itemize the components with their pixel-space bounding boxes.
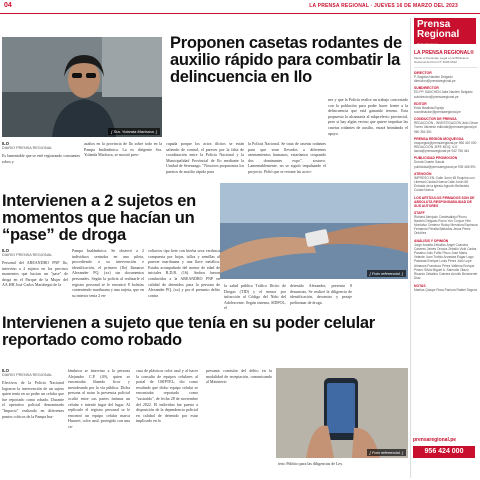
phone-in-hand-image (276, 368, 408, 458)
logo-text: Prensa Regional (417, 19, 460, 40)
credit-text: Maritza Quispe Rosa Paniura Rafael Segura (414, 287, 477, 292)
phone-banner: 956 424 000 (413, 446, 475, 458)
masthead-name: LA PRENSA REGIONAL® (414, 50, 474, 56)
credit-heading: LOS ARTÍCULOS FIRMADOS SON DE ABSOLUTA RESPONSABILIDAD DE SUS AUTORES (414, 195, 475, 208)
article2-col3 (148, 248, 220, 298)
article3-caption: [ Foto referencial. ] (367, 449, 406, 456)
article3-col1 (2, 368, 64, 419)
article2-text-5: detenido Alexander, presenta 8 denuncias. Se realizó la diligencia de identificación, decomiso y pesaje preliminar de droga. (290, 283, 352, 305)
credit-text: Dorota Duarte Garcia publicidad@prensaregional.pe 939 466 991 (414, 160, 476, 169)
masthead-sidebar (410, 18, 478, 478)
page-header (0, 0, 480, 14)
credit-heading: STAFF (414, 210, 425, 215)
credit-heading: ATENCIÓN (414, 171, 432, 176)
article1-text-5: nes y que la Policía realice un trabajo concertado con la población para poder hacer frente a la delincuencia que está ganando terreno. Esta propuesta la alcanzaría al subprefecto provincial, pero si hay algún vecino que quiere impulsar las casetas rodantes de auxilio, estará brindando el apoyo. (328, 97, 408, 136)
masthead-legal: Medio el Decanato Legal en la Biblioteca Nacional del Perú Nº 2006-5532 (414, 56, 469, 64)
hands-exchange-image (220, 183, 408, 279)
article2-byline: ILO (2, 248, 9, 253)
article1-text-3: cupada porque los actos ilícitos se están saliendo de control, el parecer por la falta de coordinación entre la Policía Nacional y la Municipalidad Provincial de Ilo mediante la Unidad de Serenazgo. "Nosotros propusimos los puestos de auxilio rápido para (166, 141, 244, 174)
article3-col3 (136, 368, 198, 424)
article1-text-2: asaltos en la provincia de Ilo sobre todo en la Pampa Inalámbrica. La ex dirigente Sra. Yolanda Machaca, se mostró preo- (84, 141, 162, 158)
article2-headline: Intervienen a 2 sujetos en momentos que hacían un “pase” de droga (2, 192, 196, 244)
article2-col2 (72, 248, 144, 298)
article2-col5 (290, 283, 352, 305)
credit-heading: PRENSA REGIÓN MOQUEGUA (414, 136, 464, 141)
article3-byline: ILO (2, 368, 9, 373)
article3-photo (276, 368, 408, 458)
credit-text: ED.PP. SANCHEN Jaira Naclein Delgado subdirector@prensaregional.pe (414, 90, 473, 99)
article1-col4 (248, 141, 326, 175)
article1-col2 (84, 141, 162, 158)
article3-headline: Intervienen a sujeto que tenía en su poder celular reportado como robado (2, 314, 375, 349)
article3-text-4: presunta comisión del delito en la modalidad de receptación, comunicando al Ministerio (206, 368, 272, 385)
credit-text: Erick Bautista Espejo coordinacion@prensaregional.pe (414, 105, 461, 115)
running-header: LA PRENSA REGIONAL · JUEVES 16 DE MARZO DEL 2023 (309, 3, 458, 9)
divider (414, 67, 478, 68)
article2-col4 (224, 283, 286, 311)
article3-col4 (206, 368, 272, 385)
article2-caption: [ Foto referencial. ] (367, 270, 406, 277)
article1-col3 (166, 141, 244, 175)
article2-byline-outlet: DIARIO PRENSA REGIONAL (2, 253, 53, 257)
woman-portrait-image (2, 37, 162, 137)
credit-text: Jorge Arcatta Zeballos Ángel Ccaccha Cáceres James Orcaos Zeballo Vicki Cadas Panaisu Julio Fuñiz Pinzo Jose Maria Velarde Juan Toribio Arvastea Edgar Lago Pawaraa Enrique Louis Pérez Julio Lupe Almanza Francisco Pérez Valleros Enrique Pinero Silvia Miguel A. Samudio Otazú Ricardo Zeballos Cabrera Arnulfo Benavente Díaz (414, 242, 478, 281)
main-content (0, 15, 408, 480)
article3-text-1: Efectivos de la Policía Nacional lograron la intervención de un sujeto quien tenía en su poder un celular que fue reportado como robado. Durante el operativo policial denominado "Impacto" realizado en diferentes puntos críticos de la Pampa Ina- (2, 380, 64, 419)
credit-text: REDACCIÓN - INVESTIGACIÓN Julio César Torres Valverde editorial@prensaregional.pe 960 354 351 (414, 121, 478, 134)
credit-heading: CONDUCTOR DE PRENSA (414, 117, 457, 122)
article2-col1 (2, 248, 68, 288)
credit-text: Richard Alexjudo Carabvaliaju Pihuru Naclein Delgado Rocío Yon Corpuz Yimi Montalvo Centeno Rocky Mendoza Espinoza Fernando Peralta Bañados Jesús Pérez Ordóñez (414, 214, 478, 236)
article1-col1 (2, 141, 80, 164)
credit-text: IMPRESO EN: Calle Junín 65 Esquina con Libertad Ciudad Nueva Calle Junín 68 Entrada de la iglesia Agustín Bellavista Cudad Nueva (414, 175, 475, 193)
article3-text-5: terio Público para las diligencias de Ley. (278, 461, 343, 466)
credit-heading: NOTAS (414, 283, 426, 288)
newspaper-logo (414, 18, 476, 44)
credit-heading: SUBDIRECTOR (414, 86, 439, 91)
website-label: prensaregional.pe (413, 437, 457, 443)
article2-photo (220, 183, 408, 279)
article1-text-4: la Policía Nacional. Se trata de casetas rodantes para que sean llevados a diferentes asentamientos humanos, estaríamos ocupando dos dominantes expo", sostuvo. Lamentablemente, no se siguió impulsando el proyecto. Pidió que se retome las accio- (248, 141, 326, 174)
article2-text-3: voltorios tipo kete con hierba seca verdusca compuesta por hojas, tallos y semillas al parecer marihuana y una llave metálica. Estaba acompañado del menor de edad de iniciales R.D.B. (16). Ambos fueron conducidos a la AREANDRO PNP en calidad de detenidos para la persona de Alexander PQ. (xx) y por el presunto delito contra (148, 248, 220, 298)
masthead-credits (414, 71, 478, 292)
article3-col2 (68, 368, 130, 430)
article1-byline-outlet: DIARIO PRENSA REGIONAL (2, 146, 53, 150)
article3-col5 (278, 461, 406, 467)
logo-subtext: Diario Regional (417, 42, 438, 46)
credit-text: P. Bogdan Naclein Delgado direccion@prensaregional.pe (414, 75, 456, 84)
article2-text-1: Personal del AREANDRO PNP Ilo, intervino a 2 sujetos en los precisos momentos que hacían un "pase" de droga en el Parque de la Mujer del AA.HH José Carlos Mariátegui de la (2, 260, 68, 288)
credit-heading: DIRECTOR (414, 71, 432, 75)
article3-text-3: casa de plásticos color azul y al hacer la consulta de equipos celulares al portal de OSIPTEL, dio como resultado que dicho equipo celular se encontraba reportado como "sustraído", de fecha 28 de noviembre del 2022. El individuo fue puesto a disposición de la dependencia policial en calidad de detenido por estar implicado en la (136, 368, 198, 424)
article1-col5 (328, 97, 408, 136)
article2-text-2: Pampa Inalámbrica. Se observó a 2 individuos sentados en una pileta, procediendo a su intervención e identificación, el primero (Ilo) llamarse Alexander PQ. (xx) sin documentos personales. Según la policía al realizarle el registro personal se le encontró 8 bolsitas conteniendo marihuana y una tarjeta, que en su interior tenía 2 en- (72, 248, 144, 298)
article1-text-1: Es lamentable que se esté registrando constantes robos y (2, 153, 80, 164)
page-number: 04 (4, 2, 12, 9)
article3-byline-outlet: DIARIO PRENSA REGIONAL (2, 373, 53, 377)
credit-heading: PUBLICIDAD PROMOCIÓN (414, 156, 458, 161)
credit-heading: ANÁLISIS Y OPINIÓN (414, 238, 449, 243)
article1-photo (2, 37, 162, 137)
article3-text-2: lámbrica se intervino a la persona Alejandro C.P. (49), quien se encontraba libando licor y merodeando por la vía pública. Dicha persona al notar la presencia policial ocultó entre sus partes íntimas un celular e intentó fugar del lugar. Al replicarle el registro personal se le encontró un equipo celular marca Huawei, color azul, protegido con una ca- (68, 368, 130, 429)
credit-text: moquegua@prensaregional.pe 956 420 000 REDACCIÓN JEFE MOQ. ILO tacna@prensaregional.pe 942 756 444 (414, 140, 477, 154)
article1-byline: ILO (2, 141, 9, 146)
article2-text-4: la salud pública Tráfico Ilícito de Drogas (TID) y el menor por infracción al Código del Niño del Adolescente. Según sistema, SIDPOL, el (224, 283, 286, 311)
article1-headline: Proponen casetas rodantes de auxilio rápido para combatir la delincuencia en Ilo (170, 34, 402, 86)
article1-caption: [ Sra. Yolanda Machaca. ] (108, 128, 160, 135)
credit-heading: EDITOR (414, 101, 427, 106)
